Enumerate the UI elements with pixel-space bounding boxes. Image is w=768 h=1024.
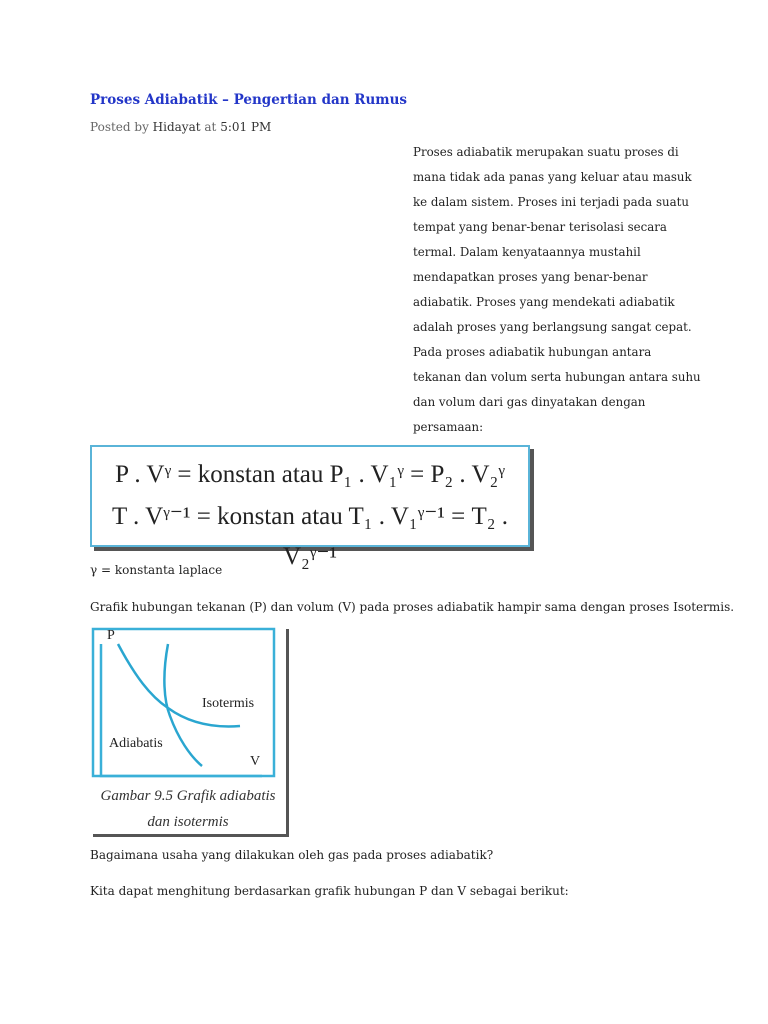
posted-by-label: Posted by [90,120,153,134]
pv-graph-figure [90,626,286,834]
question-paragraph: Bagaimana usaha yang dilakukan oleh gas pada proses adiabatik? [90,848,494,862]
gamma-note: γ = konstanta laplace [90,563,223,577]
post-time[interactable]: 5:01 PM [220,120,272,134]
figure-caption-1: Gambar 9.5 Grafik adiabatis [100,788,276,804]
axis-label-p: P [107,628,115,643]
adiabatis-curve [164,644,202,766]
isotermis-label: Isotermis [202,696,255,711]
post-title[interactable]: Proses Adiabatik – Pengertian dan Rumus [90,92,407,108]
at-label: at [200,120,221,134]
equation-pv: P . Vᵞ = konstan atau P₁ . V₁ᵞ = P₂ . V₂ᵞ [115,461,505,488]
figure-caption-2: dan isotermis [147,814,229,830]
graph-intro: Grafik hubungan tekanan (P) dan volum (V) pada proses adiabatik hampir sama dengan proses Isotermis. [90,600,735,614]
author-link[interactable]: Hidayat [152,120,201,134]
adiabatis-label: Adiabatis [109,736,163,751]
intro-paragraph: Proses adiabatik merupakan suatu proses di mana tidak ada panas yang keluar atau masuk ke dalam sistem. Proses ini terjadi pada suatu tempat yang benar-benar terisolasi secara termal. Dalam kenyataannya mustahil mendapatkan proses yang benar-benar adiabatik. Proses yang mendekati adiabatik adalah proses yang berlangsung sangat cepat. Pada proses adiabatik hubungan antara tekanan dan volum serta hubungan antara suhu dan volum dari gas dinyatakan dengan persamaan: [413,145,701,434]
closing-paragraph: Kita dapat menghitung berdasarkan grafik hubungan P dan V sebagai berikut: [90,884,569,898]
equation-tv: T . Vᵞ⁻¹ = konstan atau T₁ . V₁ᵞ⁻¹ = T₂ . V₂ᵞ⁻¹ [111,503,508,570]
post-meta [90,120,271,134]
axis-label-v: V [250,754,261,769]
isotermis-curve [118,644,240,726]
